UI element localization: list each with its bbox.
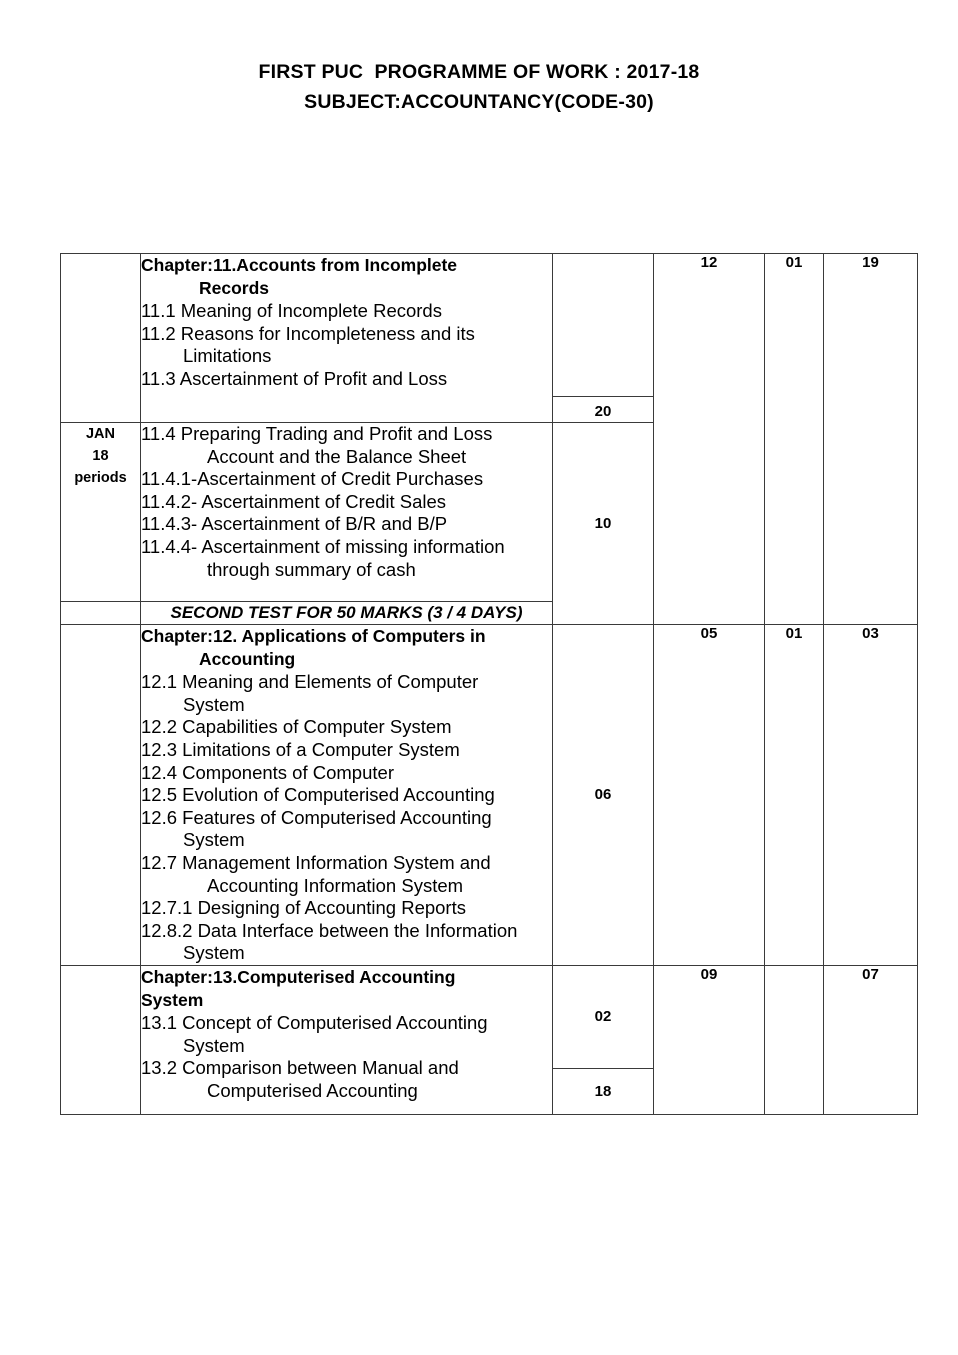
topic-text: 12.4 Components of Computer bbox=[141, 761, 394, 783]
topic-text: 12.3 Limitations of a Computer System bbox=[141, 738, 460, 760]
page-title bbox=[0, 57, 958, 117]
chapter-heading-13-text: Chapter:13.Computerised Accounting bbox=[141, 966, 456, 987]
topic-text: 11.4 Preparing Trading and Profit and Loss bbox=[141, 423, 493, 444]
topic-text-cont: System bbox=[183, 693, 245, 715]
programme-of-work-table bbox=[60, 253, 918, 1115]
table-row-chapter-12 bbox=[61, 625, 918, 966]
topic-text: 13.1 Concept of Computerised Accounting bbox=[141, 1012, 488, 1034]
topic-text-cont: System bbox=[183, 942, 245, 964]
list-item bbox=[141, 716, 552, 739]
topic-text-cont: through summary of cash bbox=[207, 558, 416, 580]
periods-cell-chapter-11b: 10 bbox=[553, 423, 654, 625]
topic-text: 11.4.2- Ascertainment of Credit Sales bbox=[141, 490, 447, 512]
periods-cell-chapter-11a bbox=[553, 254, 654, 423]
chapter-heading-13 bbox=[141, 966, 552, 1011]
topic-text-cont: System bbox=[183, 1034, 245, 1056]
periods-subcell-value-bottom: 18 bbox=[594, 1082, 612, 1100]
count-cell-chapter-12-col2: 01 bbox=[765, 625, 824, 966]
topic-text: 12.8.2 Data Interface between the Information bbox=[141, 919, 518, 941]
list-item bbox=[141, 920, 552, 965]
list-item bbox=[141, 323, 552, 368]
topic-list-chapter-13 bbox=[141, 1012, 552, 1102]
count-cell-chapter-13-col2 bbox=[765, 965, 824, 1114]
periods-cell-chapter-13 bbox=[553, 965, 654, 1114]
count-cell-chapter-12-col3: 03 bbox=[824, 625, 918, 966]
topic-text: 11.4.1-Ascertainment of Credit Purchases bbox=[141, 468, 484, 490]
topic-cell-chapter-13 bbox=[141, 965, 553, 1114]
topic-text: 11.3 Ascertainment of Profit and Loss bbox=[141, 367, 448, 389]
periods-subcell-value-top: 02 bbox=[553, 966, 653, 1069]
month-name: JAN bbox=[85, 426, 115, 442]
topic-text: 12.5 Evolution of Computerised Accounting bbox=[141, 784, 495, 806]
topic-list-chapter-11b bbox=[141, 423, 552, 581]
topic-text: 12.7 Management Information System and bbox=[141, 851, 491, 873]
list-item bbox=[141, 807, 552, 852]
list-item bbox=[141, 784, 552, 807]
chapter-heading-12-text: Chapter:12. Applications of Computers in bbox=[141, 626, 486, 646]
chapter-heading-13-cont: System bbox=[141, 989, 204, 1010]
topic-cell-chapter-12 bbox=[141, 625, 553, 966]
chapter-heading-11 bbox=[141, 254, 552, 299]
periods-subcell-value: 20 bbox=[594, 403, 612, 420]
count-cell-chapter-11-col3: 19 bbox=[824, 254, 918, 625]
topic-list-chapter-11a bbox=[141, 300, 552, 390]
month-cell-jan bbox=[61, 423, 141, 602]
topic-list-chapter-12 bbox=[141, 671, 552, 965]
count-cell-chapter-13-col1: 09 bbox=[654, 965, 765, 1114]
page-title-line-1: FIRST PUC PROGRAMME OF WORK : 2017-18 bbox=[258, 61, 700, 83]
periods-cell-chapter-12: 06 bbox=[553, 625, 654, 966]
topic-text-cont: Limitations bbox=[183, 345, 272, 367]
topic-text: 11.1 Meaning of Incomplete Records bbox=[141, 300, 442, 322]
page-title-line-2: SUBJECT:ACCOUNTANCY(CODE-30) bbox=[304, 91, 654, 113]
month-period-count: 18 bbox=[92, 448, 109, 464]
table-row-chapter-11a bbox=[61, 254, 918, 423]
topic-text: 13.2 Comparison between Manual and bbox=[141, 1057, 459, 1079]
list-item bbox=[141, 897, 552, 920]
month-cell-empty-ch13 bbox=[61, 965, 141, 1114]
topic-text: 11.2 Reasons for Incompleteness and its bbox=[141, 322, 475, 344]
chapter-heading-12 bbox=[141, 625, 552, 670]
list-item bbox=[141, 1057, 552, 1102]
table-row-chapter-13 bbox=[61, 965, 918, 1114]
list-item bbox=[141, 423, 552, 468]
topic-text: 12.2 Capabilities of Computer System bbox=[141, 716, 452, 738]
topic-text: 12.6 Features of Computerised Accounting bbox=[141, 806, 492, 828]
topic-text-cont: Accounting Information System bbox=[207, 874, 464, 896]
topic-cell-chapter-11a bbox=[141, 254, 553, 423]
topic-text-cont: System bbox=[183, 829, 245, 851]
chapter-heading-11-text: Chapter:11.Accounts from Incomplete bbox=[141, 255, 458, 275]
second-test-label: SECOND TEST FOR 50 MARKS (3 / 4 DAYS) bbox=[141, 602, 553, 625]
chapter-heading-12-cont: Accounting bbox=[199, 648, 296, 669]
list-item bbox=[141, 852, 552, 897]
month-cell-empty-ch12 bbox=[61, 625, 141, 966]
list-item bbox=[141, 739, 552, 762]
topic-text-cont: Computerised Accounting bbox=[207, 1079, 418, 1101]
topic-text: 12.7.1 Designing of Accounting Reports bbox=[141, 897, 466, 919]
month-period-label: periods bbox=[74, 470, 127, 486]
count-cell-chapter-12-col1: 05 bbox=[654, 625, 765, 966]
list-item bbox=[141, 368, 552, 391]
topic-text: 11.4.3- Ascertainment of B/R and B/P bbox=[141, 513, 448, 535]
topic-text: 12.1 Meaning and Elements of Computer bbox=[141, 671, 479, 693]
topic-text: 11.4.4- Ascertainment of missing information bbox=[141, 535, 505, 557]
chapter-heading-11-cont: Records bbox=[199, 277, 270, 298]
count-cell-chapter-13-col3: 07 bbox=[824, 965, 918, 1114]
list-item bbox=[141, 468, 552, 491]
list-item bbox=[141, 536, 552, 581]
topic-text-cont: Account and the Balance Sheet bbox=[207, 445, 467, 467]
list-item bbox=[141, 300, 552, 323]
count-cell-chapter-11-col1: 12 bbox=[654, 254, 765, 625]
topic-cell-chapter-11b bbox=[141, 423, 553, 602]
month-cell-empty bbox=[61, 254, 141, 423]
list-item bbox=[141, 513, 552, 536]
list-item bbox=[141, 762, 552, 785]
list-item bbox=[141, 491, 552, 514]
count-cell-chapter-11-col2: 01 bbox=[765, 254, 824, 625]
list-item bbox=[141, 1012, 552, 1057]
month-cell-empty-test bbox=[61, 602, 141, 625]
list-item bbox=[141, 671, 552, 716]
periods-subcell-blank bbox=[553, 254, 653, 397]
